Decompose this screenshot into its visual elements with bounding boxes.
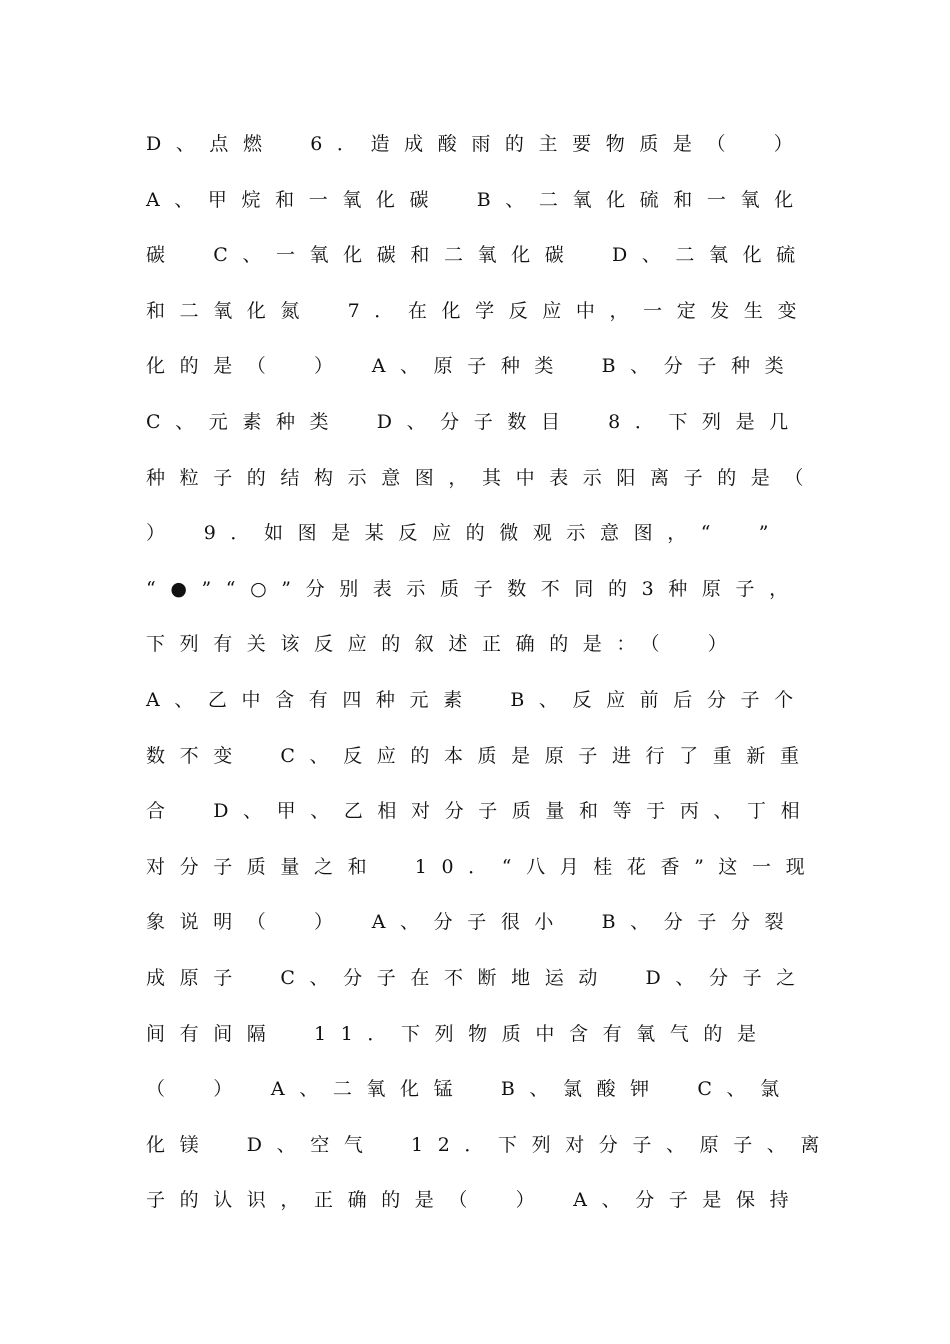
text-line: “●”“○”分别表示质子数不同的3种原子，: [146, 577, 803, 600]
exam-text-block: [146, 124, 846, 1236]
text-line: 数不变 C、反应的本质是原子进行了重新重: [146, 744, 814, 767]
text-line: 子的认识，正确的是（ ） A、分子是保持: [146, 1189, 804, 1212]
text-line: D、点燃 6．造成酸雨的主要物质是（ ）: [146, 133, 808, 155]
text-line: 碳 C、一氧化碳和二氧化碳 D、二氧化硫: [146, 244, 810, 267]
text-line: （ ） A、二氧化锰 B、氯酸钾 C、氯: [146, 1078, 794, 1101]
text-line: A、乙中含有四种元素 B、反应前后分子个: [146, 688, 808, 711]
text-line: 对分子质量之和 10．“八月桂花香”这一现: [146, 855, 820, 878]
text-line: 间有间隔 11．下列物质中含有氧气的是: [146, 1022, 771, 1045]
text-line: 象说明（ ） A、分子很小 B、分子分裂: [146, 911, 799, 934]
text-line: ） 9．如图是某反应的微观示意图，“ ”: [146, 522, 784, 545]
text-line: A、甲烷和一氧化碳 B、二氧化硫和一氧化: [146, 188, 808, 211]
text-line: 下列有关该反应的叙述正确的是：（ ）: [146, 633, 742, 656]
text-line: 种粒子的结构示意图，其中表示阳离子的是（: [146, 466, 819, 489]
text-line: 化的是（ ） A、原子种类 B、分子种类: [146, 355, 799, 378]
text-line: 成原子 C、分子在不断地运动 D、分子之: [146, 966, 810, 989]
text-line: C、元素种类 D、分子数目 8．下列是几: [146, 410, 803, 433]
text-line: 和二氧化氮 7．在化学反应中，一定发生变: [146, 299, 812, 322]
text-line: 化镁 D、空气 12．下列对分子、原子、离: [146, 1133, 835, 1156]
text-line: 合 D、甲、乙相对分子质量和等于丙、丁相: [146, 800, 815, 823]
